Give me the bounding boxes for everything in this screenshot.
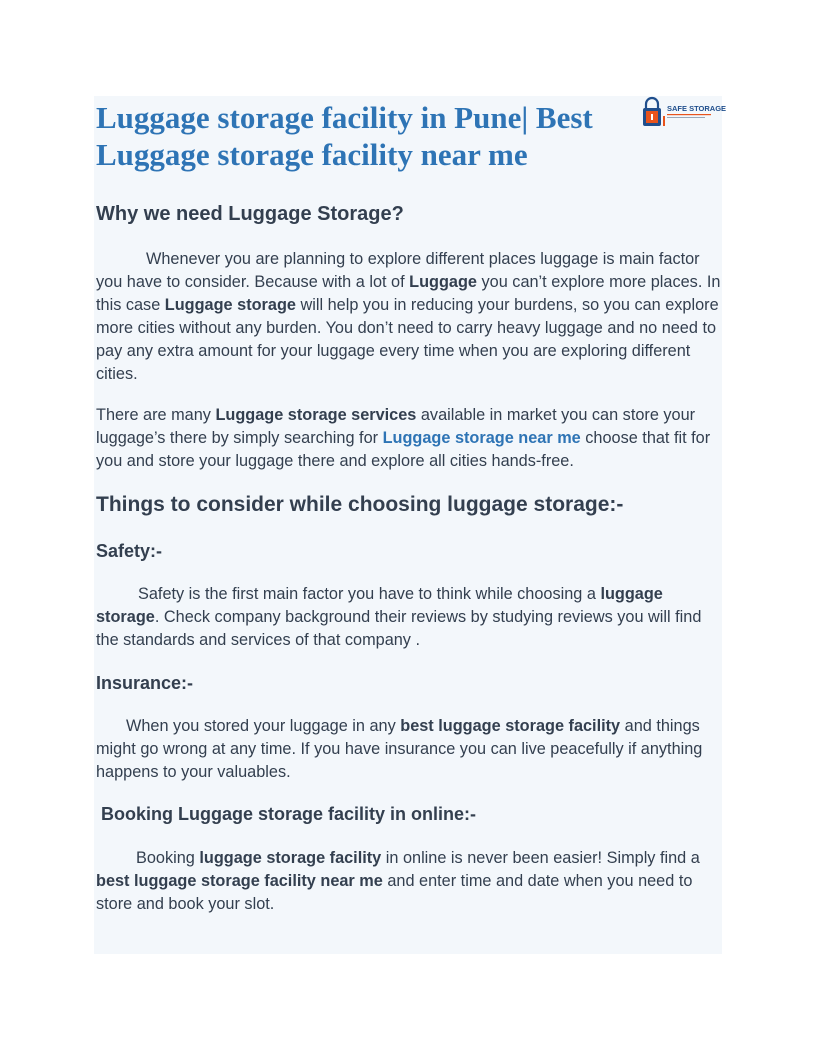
bold-term: Luggage — [409, 273, 477, 291]
bold-term: Luggage storage — [164, 296, 296, 314]
section-heading-things-to-consider: Things to consider while choosing luggage storage:- — [96, 493, 624, 516]
bold-term: Luggage storage services — [215, 406, 417, 424]
paragraph-why-2: There are many Luggage storage services available in market you can store your luggage’s there by simply searching for Luggage storage near me choose that fit for you and store your luggage there and explore all cities hands-free. — [96, 406, 711, 470]
padlock-luggage-logo-icon — [640, 96, 727, 132]
safe-storage-logo — [640, 96, 727, 132]
logo-text: SAFE STORAGE — [667, 104, 727, 113]
paragraph-why-1: Whenever you are planning to explore different places luggage is main factor you have to consider. Because with a lot of Luggage you can’t explore more places. In this case Luggage storage will help you in reducing your burdens, so you can explore more cities without any burden. You don’t need to carry heavy luggage and no need to pay any extra amount for your luggage every time when you are exploring different cities. — [96, 250, 721, 383]
luggage-storage-near-me-link[interactable]: Luggage storage near me — [382, 429, 586, 447]
paragraph-booking: Booking luggage storage facility in online is never been easier! Simply find a best luggage storage facility near me and enter time and date when you need to store and book your slot. — [96, 849, 700, 913]
page-title: Luggage storage facility in Pune| Best Luggage storage facility near me — [96, 100, 593, 172]
bold-term: luggage storage facility — [199, 849, 382, 867]
subheading-safety: Safety:- — [96, 541, 163, 561]
paragraph-safety: Safety is the first main factor you have to think while choosing a luggage storage. Check company background their reviews by studying reviews you will find the standards and services of that company . — [96, 585, 702, 649]
bold-term: luggage storage — [96, 585, 663, 626]
bold-term: best luggage storage facility near me — [96, 872, 383, 890]
subheading-insurance: Insurance:- — [96, 673, 194, 693]
paragraph-insurance: When you stored your luggage in any best luggage storage facility and things might go wrong at any time. If you have insurance you can live peacefully if anything happens to your valuables. — [96, 717, 703, 781]
bold-term: best luggage storage facility — [400, 717, 621, 735]
section-heading-why: Why we need Luggage Storage? — [96, 203, 404, 225]
subheading-booking-online: Booking Luggage storage facility in online:- — [101, 804, 477, 824]
